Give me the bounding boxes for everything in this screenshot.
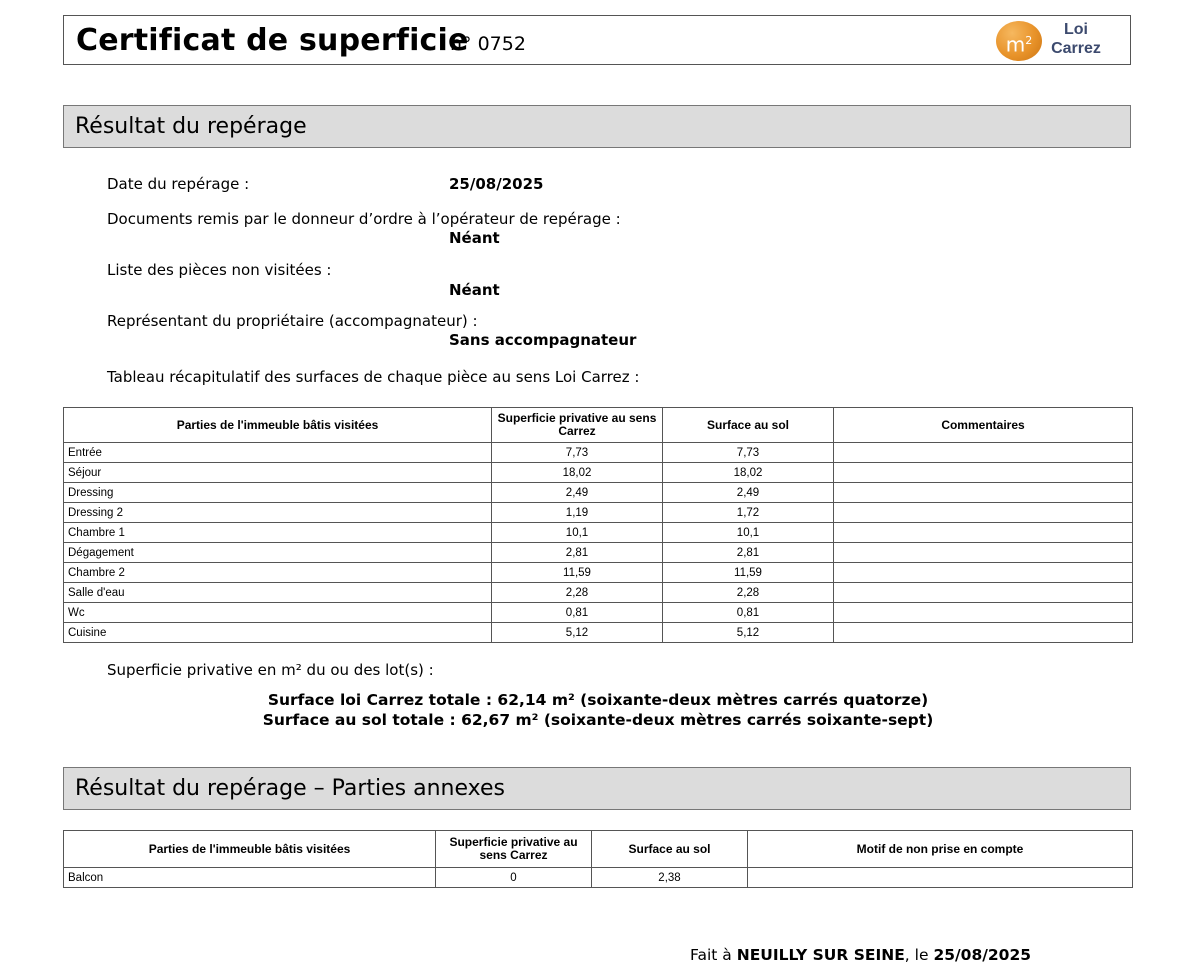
table-cell-sol: 0,81 <box>663 603 834 623</box>
table-row <box>64 523 1133 543</box>
table-cell-carrez: 7,73 <box>492 443 663 463</box>
table-intro-text: Tableau récapitulatif des surfaces de chaque pièce au sens Loi Carrez : <box>107 368 640 386</box>
table-cell-piece: Dégagement <box>64 543 492 563</box>
rooms-not-visited-label: Liste des pièces non visitées : <box>107 261 332 279</box>
table-cell-sol: 2,28 <box>663 583 834 603</box>
table-cell-piece: Dressing <box>64 483 492 503</box>
table-cell-piece: Salle d'eau <box>64 583 492 603</box>
table-cell-comment <box>834 583 1133 603</box>
section-title-annexes: Résultat du repérage – Parties annexes <box>63 767 1131 810</box>
table-row <box>64 443 1133 463</box>
date-label: Date du repérage : <box>107 175 250 193</box>
table-row <box>64 583 1133 603</box>
col-header-parties: Parties de l'immeuble bâtis visitées <box>64 831 436 868</box>
m2-logo-icon: $m^2$ <box>996 21 1042 61</box>
col-header-sol: Surface au sol <box>663 408 834 443</box>
footer-prefix: Fait à <box>690 946 732 964</box>
representative-value: Sans accompagnateur <box>449 331 637 349</box>
col-header-sol: Surface au sol <box>592 831 748 868</box>
table-cell-piece: Chambre 2 <box>64 563 492 583</box>
table-row <box>64 543 1133 563</box>
table-cell-piece: Dressing 2 <box>64 503 492 523</box>
table-cell-sol: 2,38 <box>592 868 748 888</box>
surfaces-table <box>63 407 1133 643</box>
footer-city: NEUILLY SUR SEINE <box>736 946 905 964</box>
representative-label: Représentant du propriétaire (accompagnateur) : <box>107 312 478 330</box>
table-cell-sol: 5,12 <box>663 623 834 643</box>
table-cell-sol: 1,72 <box>663 503 834 523</box>
col-header-commentaires: Commentaires <box>834 408 1133 443</box>
table-cell-comment <box>834 543 1133 563</box>
signature-line <box>690 946 1031 964</box>
table-row <box>64 563 1133 583</box>
footer-date: 25/08/2025 <box>933 946 1032 964</box>
table-cell-comment <box>834 483 1133 503</box>
certificate-header <box>63 15 1131 65</box>
certificate-number: n° 0752 <box>450 33 526 55</box>
table-cell-carrez: 0,81 <box>492 603 663 623</box>
table-cell-sol: 10,1 <box>663 523 834 543</box>
table-row <box>64 603 1133 623</box>
col-header-parties: Parties de l'immeuble bâtis visitées <box>64 408 492 443</box>
date-value: 25/08/2025 <box>449 175 544 193</box>
superficie-label: Superficie privative en m² du ou des lot(s) : <box>107 661 434 679</box>
section-title-resultat: Résultat du repérage <box>63 105 1131 148</box>
table-cell-carrez: 2,28 <box>492 583 663 603</box>
col-header-carrez: Superficie privative au sens Carrez <box>436 831 592 868</box>
table-cell-comment <box>834 563 1133 583</box>
table-cell-piece: Séjour <box>64 463 492 483</box>
rooms-not-visited-value: Néant <box>449 281 500 299</box>
table-row <box>64 503 1133 523</box>
table-cell-piece: Balcon <box>64 868 436 888</box>
col-header-carrez: Superficie privative au sens Carrez <box>492 408 663 443</box>
table-cell-comment <box>834 603 1133 623</box>
col-header-motif: Motif de non prise en compte <box>748 831 1133 868</box>
table-cell-piece: Chambre 1 <box>64 523 492 543</box>
table-cell-piece: Wc <box>64 603 492 623</box>
table-cell-carrez: 18,02 <box>492 463 663 483</box>
certificate-title: Certificat de superficie <box>76 23 469 58</box>
loi-carrez-logo-text: Loi Carrez <box>1051 21 1101 57</box>
table-cell-comment <box>834 503 1133 523</box>
table-row <box>64 868 1133 888</box>
table-cell-carrez: 10,1 <box>492 523 663 543</box>
table-cell-sol: 7,73 <box>663 443 834 463</box>
annexes-table <box>63 830 1133 888</box>
table-cell-carrez: 0 <box>436 868 592 888</box>
table-cell-comment <box>834 463 1133 483</box>
table-row <box>64 623 1133 643</box>
table-row <box>64 483 1133 503</box>
table-cell-carrez: 11,59 <box>492 563 663 583</box>
table-header-row <box>64 831 1133 868</box>
table-cell-piece: Cuisine <box>64 623 492 643</box>
table-cell-sol: 2,81 <box>663 543 834 563</box>
table-cell-carrez: 2,49 <box>492 483 663 503</box>
table-cell-comment <box>834 623 1133 643</box>
table-cell-carrez: 1,19 <box>492 503 663 523</box>
table-cell-piece: Entrée <box>64 443 492 463</box>
sol-total: Surface au sol totale : 62,67 m² (soixante-deux mètres carrés soixante-sept) <box>262 711 934 729</box>
table-cell-sol: 11,59 <box>663 563 834 583</box>
table-cell-sol: 2,49 <box>663 483 834 503</box>
carrez-total: Surface loi Carrez totale : 62,14 m² (soixante-deux mètres carrés quatorze) <box>267 691 929 709</box>
documents-label: Documents remis par le donneur d’ordre à l’opérateur de repérage : <box>107 210 621 228</box>
table-header-row <box>64 408 1133 443</box>
table-row <box>64 463 1133 483</box>
table-cell-sol: 18,02 <box>663 463 834 483</box>
table-cell-carrez: 5,12 <box>492 623 663 643</box>
table-cell-motif <box>748 868 1133 888</box>
footer-mid: , le <box>904 946 929 964</box>
documents-value: Néant <box>449 229 500 247</box>
table-cell-comment <box>834 523 1133 543</box>
table-cell-comment <box>834 443 1133 463</box>
table-cell-carrez: 2,81 <box>492 543 663 563</box>
